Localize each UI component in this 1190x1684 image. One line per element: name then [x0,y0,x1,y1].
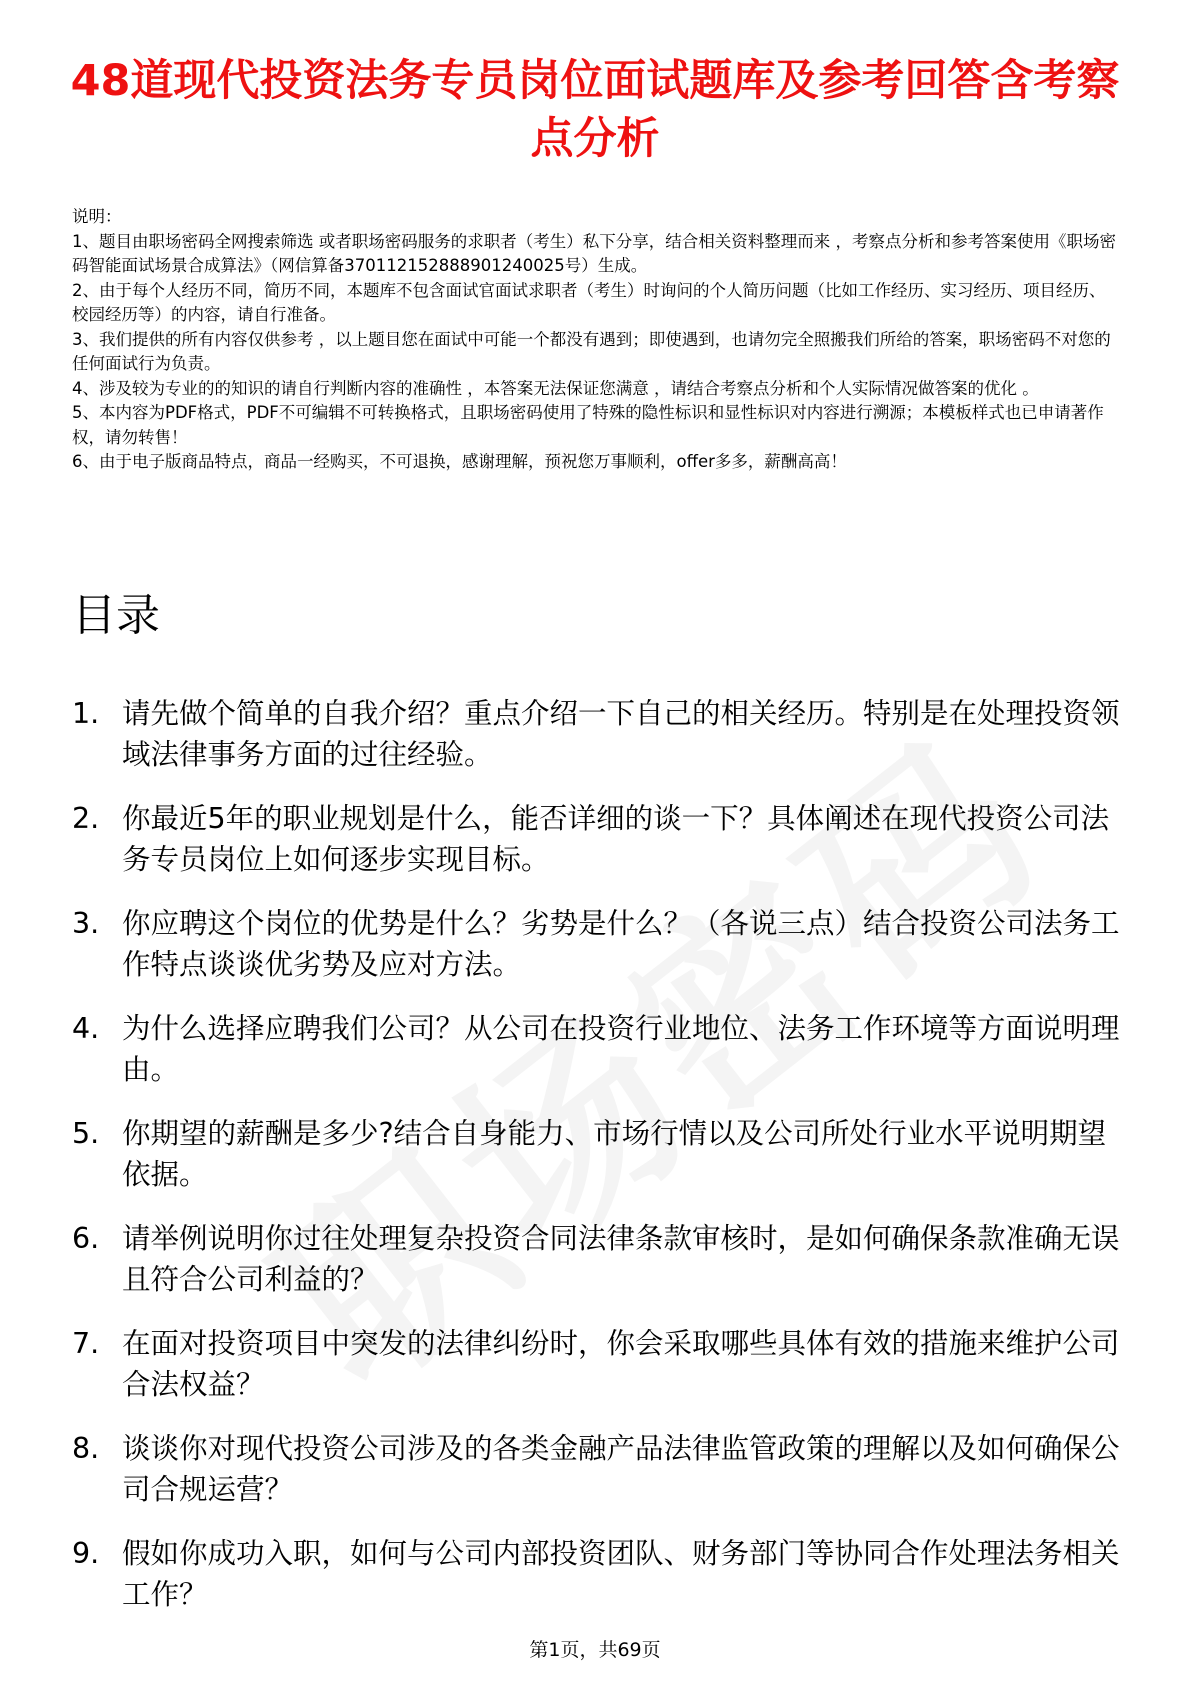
toc-item-number: 8. [72,1432,100,1465]
toc-item[interactable] [72,1323,1132,1405]
toc-item[interactable] [72,1008,1132,1090]
toc-item-number: 6. [72,1222,100,1255]
note-item: 1、题目由职场密码全网搜索筛选 或者职场密码服务的求职者（考生）私下分享，结合相关资料整理而来 ，考察点分析和参考答案使用《职场密码智能面试场景合成算法》（网信算备370112152888901240025号）生成。 [72,231,1116,275]
toc-item-number: 3. [72,907,100,940]
toc-item[interactable] [72,693,1132,775]
toc-item-text: 谈谈你对现代投资公司涉及的各类金融产品法律监管政策的理解以及如何确保公司合规运营？ [122,1432,1120,1506]
page-footer: 第1页，共69页 [529,1639,661,1661]
toc-item[interactable] [72,1428,1132,1510]
document-title: 48道现代投资法务专员岗位面试题库及参考回答含考察点分析 [70,56,1120,164]
note-item: 5、本内容为PDF格式，PDF不可编辑不可转换格式，且职场密码使用了特殊的隐性标识和显性标识对内容进行溯源；本模板样式也已申请著作权，请勿转售！ [72,403,1104,447]
toc-item[interactable] [72,1113,1132,1195]
toc-item[interactable] [72,798,1132,880]
note-item: 6、由于电子版商品特点，商品一经购买，不可退换，感谢理解，预祝您万事顺利，offer多多，薪酬高高！ [72,452,847,471]
toc-item-number: 4. [72,1012,100,1045]
toc-item-text: 你最近5年的职业规划是什么，能否详细的谈一下？具体阐述在现代投资公司法务专员岗位上如何逐步实现目标。 [122,802,1110,876]
toc-item-number: 9. [72,1537,100,1570]
toc-item[interactable] [72,1218,1132,1300]
toc-item-text: 请先做个简单的自我介绍？重点介绍一下自己的相关经历。特别是在处理投资领域法律事务方面的过往经验。 [122,697,1120,771]
toc-item-number: 1. [72,697,100,730]
toc-item[interactable] [72,903,1132,985]
toc-item-number: 2. [72,802,100,835]
toc-item-number: 5. [72,1117,100,1150]
note-item: 4、涉及较为专业的的知识的请自行判断内容的准确性 ，本答案无法保证您满意 ，请结合考察点分析和个人实际情况做答案的优化 。 [72,378,1039,398]
toc-item-text: 为什么选择应聘我们公司？从公司在投资行业地位、法务工作环境等方面说明理由。 [122,1012,1120,1086]
toc-item-number: 7. [72,1327,100,1360]
toc-item-text: 你应聘这个岗位的优势是什么？劣势是什么？（各说三点）结合投资公司法务工作特点谈谈优劣势及应对方法。 [122,907,1120,981]
note-item: 3、我们提供的所有内容仅供参考 ，以上题目您在面试中可能一个都没有遇到；即使遇到，也请勿完全照搬我们所给的答案，职场密码不对您的任何面试行为负责。 [72,329,1111,373]
toc-heading: 目录 [72,590,160,641]
toc-item-text: 在面对投资项目中突发的法律纠纷时，你会采取哪些具体有效的措施来维护公司合法权益？ [122,1327,1120,1401]
notes-section [72,205,1117,475]
note-item: 2、由于每个人经历不同，简历不同，本题库不包含面试官面试求职者（考生）时询问的个人简历问题（比如工作经历、实习经历、项目经历、校园经历等）的内容，请自行准备。 [72,280,1106,324]
toc-item[interactable] [72,1533,1132,1615]
toc-item-text: 假如你成功入职，如何与公司内部投资团队、财务部门等协同合作处理法务相关工作？ [122,1537,1120,1611]
notes-heading: 说明： [72,207,122,226]
toc-item-text: 请举例说明你过往处理复杂投资合同法律条款审核时，是如何确保条款准确无误且符合公司利益的？ [122,1222,1120,1296]
toc-item-text: 你期望的薪酬是多少?结合自身能力、市场行情以及公司所处行业水平说明期望依据。 [122,1117,1107,1191]
toc-list [72,693,1132,1638]
